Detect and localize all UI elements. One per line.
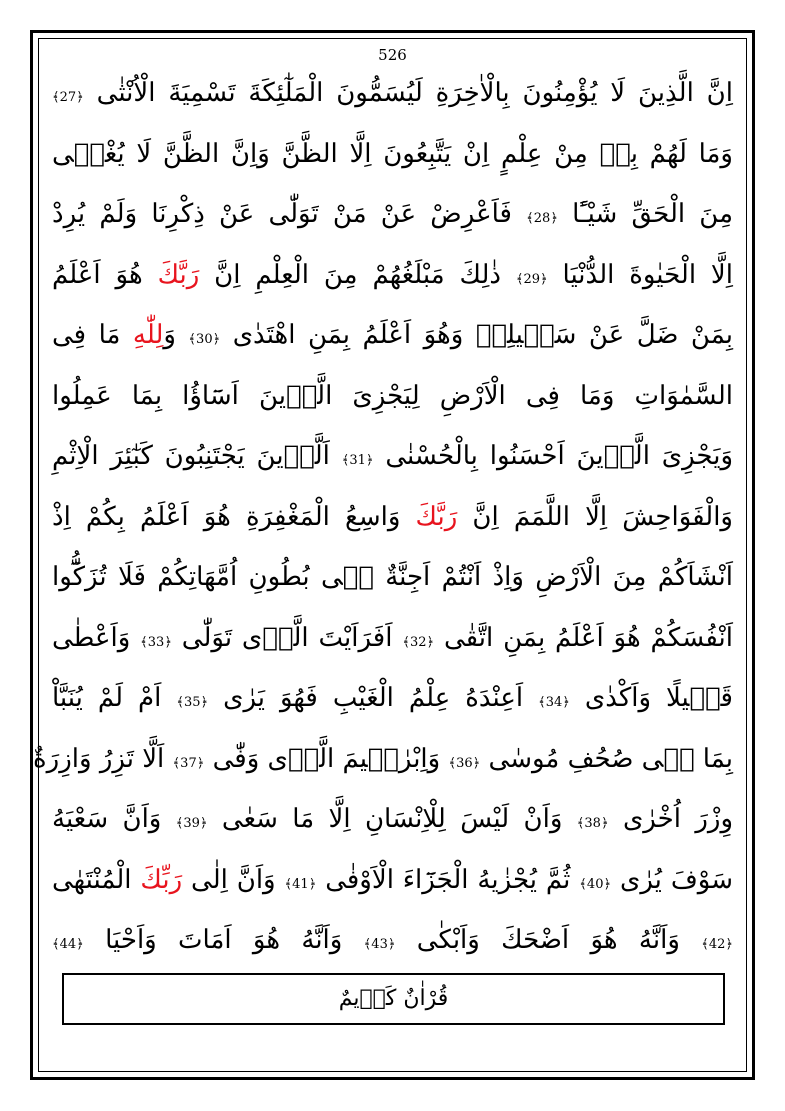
ayah-number-marker: ﴿32﴾ bbox=[402, 634, 435, 650]
ayah-number-marker: ﴿39﴾ bbox=[175, 816, 208, 831]
verse-text: اَمْ لَمْ يُنَبَّاْ bbox=[52, 683, 177, 713]
verse-text: اَلَّا تَزِرُ وَازِرَةٌ bbox=[33, 743, 173, 774]
verse-line bbox=[33, 729, 733, 789]
ayah-number-marker: ﴿33﴾ bbox=[140, 634, 172, 650]
verse-line bbox=[52, 850, 733, 910]
ayah-number-marker: ﴿31﴾ bbox=[341, 453, 374, 468]
verse-text: وَاَنَّهُ هُوَ اَمَاتَ وَاَحْيَا bbox=[83, 925, 364, 955]
verse-line bbox=[52, 668, 733, 728]
ayah-number-marker: ﴿38﴾ bbox=[576, 816, 609, 831]
verse-text: الْمُنْتَهٰى bbox=[52, 864, 141, 895]
verse-text: اَفَرَاَيْتَ الَّذٖى تَوَلّٰى bbox=[171, 622, 403, 653]
ayah-number-marker: ﴿28﴾ bbox=[526, 211, 558, 226]
ayah-number-marker: ﴿40﴾ bbox=[579, 876, 612, 892]
verse-text: وَاَنَّهُ هُوَ اَضْحَكَ وَاَبْكٰى bbox=[395, 925, 702, 955]
verse-line bbox=[52, 124, 733, 184]
verse-text: السَّمٰوَاتِ وَمَا فِى الْاَرْضِ لِيَجْزِىَ الَّذٖينَ اَسَٓاؤُا بِمَا عَمِلُوا bbox=[52, 380, 733, 411]
ayah-number-marker: ﴿36﴾ bbox=[448, 755, 481, 771]
verse-line bbox=[52, 63, 733, 123]
verse-text: سَوْفَ يُرٰى bbox=[611, 864, 733, 895]
verse-text: فَاَعْرِضْ عَنْ مَنْ تَوَلّٰى عَنْ ذِكْرِنَا وَلَمْ يُرِدْ bbox=[52, 199, 527, 229]
verse-text: بِمَا فٖى صُحُفِ مُوسٰى bbox=[480, 743, 733, 774]
ayah-number-marker: ﴿27﴾ bbox=[52, 90, 84, 105]
verse-text: وِزْرَ اُخْرٰى bbox=[608, 804, 733, 834]
highlighted-word: لِلّٰهِ bbox=[132, 320, 164, 350]
highlighted-word: رَبَّكَ bbox=[157, 259, 200, 290]
ayah-number-marker: ﴿35﴾ bbox=[176, 695, 209, 710]
page-number: 526 bbox=[378, 46, 407, 64]
ayah-number-marker: ﴿42﴾ bbox=[701, 937, 734, 952]
verse-line bbox=[52, 608, 733, 668]
ayah-number-marker: ﴿44﴾ bbox=[52, 937, 84, 952]
verse-text: وَاَعْطٰى bbox=[52, 622, 141, 653]
footer-box bbox=[62, 973, 725, 1025]
verse-line bbox=[52, 547, 733, 607]
verse-text: اَعِنْدَهُ عِلْمُ الْغَيْبِ فَهُوَ يَرٰى bbox=[208, 683, 539, 713]
ayah-number-marker: ﴿41﴾ bbox=[284, 876, 317, 892]
verse-text: ذٰلِكَ مَبْلَغُهُمْ مِنَ الْعِلْمِ اِنَّ bbox=[199, 259, 516, 290]
verse-text: وَ bbox=[163, 320, 189, 350]
verse-line bbox=[52, 426, 733, 486]
verse-line bbox=[52, 245, 733, 305]
verse-text: وَاَنْ لَيْسَ لِلْاِنْسَانِ اِلَّا مَا سَعٰى bbox=[207, 804, 577, 834]
verse-text: بِمَنْ ضَلَّ عَنْ سَبٖيلِهٖ وَهُوَ اَعْلَمُ بِمَنِ اهْتَدٰى bbox=[220, 320, 733, 350]
verse-text: اَلَّذٖينَ يَجْتَنِبُونَ كَبٰٓئِرَ الْاِثْمِ bbox=[52, 441, 342, 471]
verse-text: اَنْشَاَكُمْ مِنَ الْاَرْضِ وَاِذْ اَنْتُمْ اَجِنَّةٌ فٖى بُطُونِ اُمَّهَاتِكُمْ فَلَا تُزَكُّٓوا bbox=[52, 562, 733, 592]
verse-line bbox=[52, 366, 733, 426]
ayah-number-marker: ﴿34﴾ bbox=[538, 695, 570, 710]
verse-line bbox=[52, 910, 733, 970]
verse-text: هُوَ اَعْلَمُ bbox=[52, 259, 158, 290]
verse-line bbox=[52, 305, 733, 365]
verse-text: اَنْفُسَكُمْ هُوَ اَعْلَمُ بِمَنِ اتَّقٰى bbox=[434, 622, 733, 653]
verse-line bbox=[52, 184, 733, 244]
verse-text: مِنَ الْحَقِّ شَيْـًٔا bbox=[557, 199, 733, 229]
verse-text: وَاَنَّ اِلٰى bbox=[182, 864, 285, 895]
ayah-number-marker: ﴿37﴾ bbox=[172, 755, 205, 771]
verse-text: اِلَّا الْحَيٰوةَ الدُّنْيَا bbox=[547, 259, 733, 290]
verse-text: وَاَنَّ سَعْيَهُ bbox=[52, 804, 176, 834]
ayah-number-marker: ﴿43﴾ bbox=[363, 937, 396, 952]
ayah-number-marker: ﴿30﴾ bbox=[188, 332, 221, 347]
verse-text: مَا فِى bbox=[52, 320, 133, 350]
verse-text: وَالْفَوَاحِشَ اِلَّا اللَّمَمَ اِنَّ bbox=[457, 501, 733, 532]
verse-text: اِنَّ الَّذِينَ لَا يُؤْمِنُونَ بِالْاٰخِرَةِ لَيُسَمُّونَ الْمَلٰٓئِكَةَ تَسْمِيَةَ الْاُنْثٰى bbox=[83, 78, 733, 108]
verse-text: قَلٖيلًا وَاَكْدٰى bbox=[569, 683, 733, 713]
footer-title: قُرْاٰنٌ كَرٖيمٌ bbox=[338, 986, 449, 1011]
ayah-number-marker: ﴿29﴾ bbox=[515, 271, 548, 287]
verse-text: ثُمَّ يُجْزٰيهُ الْجَزَٓاءَ الْاَوْفٰى bbox=[316, 864, 580, 895]
verse-text: وَاِبْرٰهٖيمَ الَّذٖى وَفّٰى bbox=[204, 743, 449, 774]
verse-text: وَمَا لَهُمْ بِهٖ مِنْ عِلْمٍ اِنْ يَتَّبِعُونَ اِلَّا الظَّنَّ وَاِنَّ الظَّنَّ لَا يُغْنٖى bbox=[52, 138, 733, 169]
highlighted-word: رَبَّكَ bbox=[415, 501, 458, 532]
verse-line bbox=[52, 789, 733, 849]
verse-line bbox=[52, 487, 733, 547]
verse-text: وَاسِعُ الْمَغْفِرَةِ هُوَ اَعْلَمُ بِكُمْ اِذْ bbox=[52, 501, 416, 532]
verse-text: وَيَجْزِىَ الَّذٖينَ اَحْسَنُوا بِالْحُسْنٰى bbox=[373, 441, 734, 471]
highlighted-word: رَبِّكَ bbox=[140, 864, 183, 895]
